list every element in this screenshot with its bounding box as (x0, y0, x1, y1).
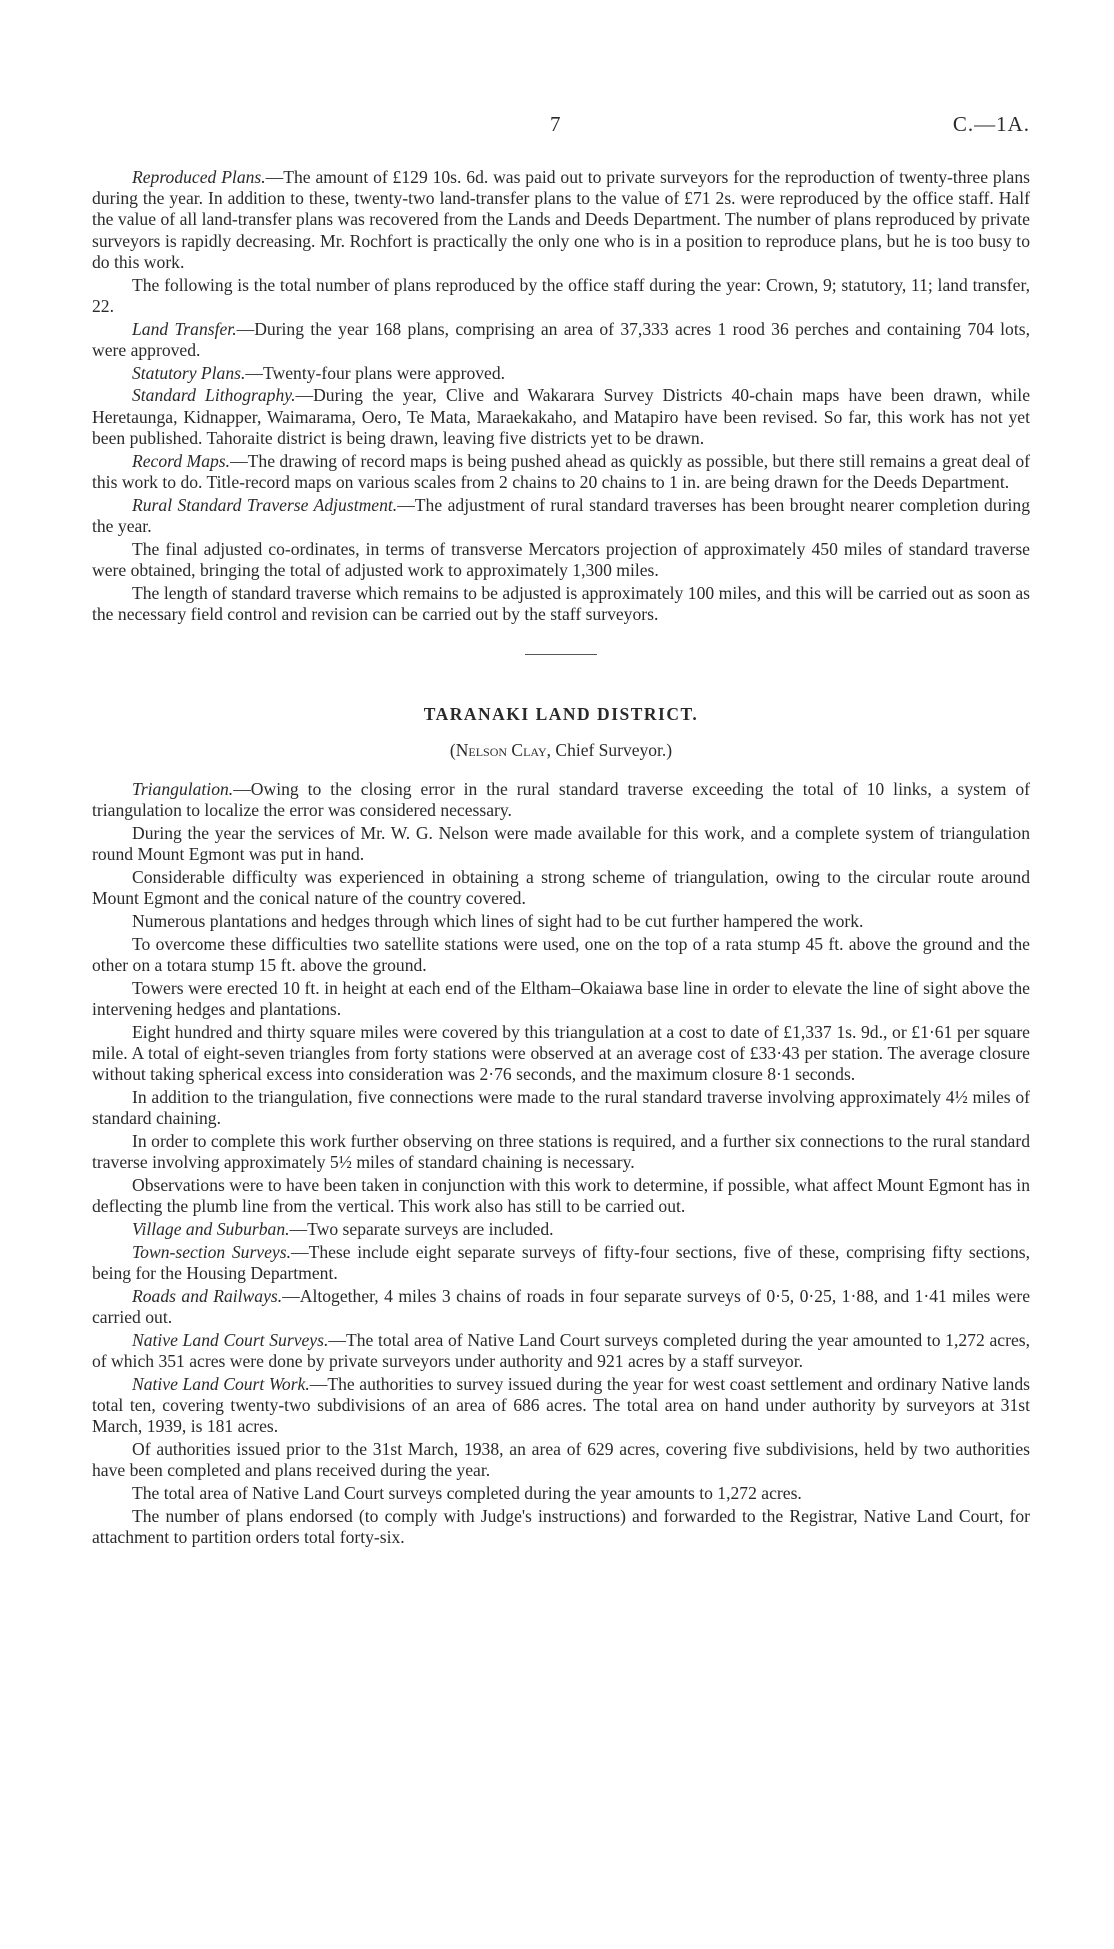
taranaki-section (92, 779, 1030, 1548)
paragraph-text: —During the year, Clive and Wakarara Survey Districts 40-chain maps have been drawn, while Heretaunga, Kidnapper, Waimarama, Oero, Te Mata, Maraekakaho, and Matapiro have been revised. So far, this work has not yet been published. Tahoraite district is being drawn, leaving five districts yet to be drawn. (92, 385, 1030, 448)
paragraph (92, 934, 1030, 976)
paragraph-text: —Altogether, 4 miles 3 chains of roads in four separate surveys of 0·5, 0·25, 1·88, and 1·41 miles were carried out. (92, 1285, 1031, 1328)
paragraph-heading: Standard Lithography. (132, 385, 296, 406)
paragraph (92, 1242, 1030, 1284)
paragraph-heading: Record Maps. (132, 450, 231, 471)
paragraph (92, 363, 1030, 384)
paragraph-text: In addition to the triangulation, five connections were made to the rural standard traverse involving approximately 4½ miles of standard chaining. (92, 1087, 1030, 1129)
paragraph (92, 495, 1030, 537)
paragraph-text: —The total area of Native Land Court surveys completed during the year amounted to 1,272 acres, of which 351 acres were done by private surveyors under authority and 921 acres by a staff surveyor. (92, 1329, 1030, 1372)
paragraph (92, 275, 1030, 317)
paragraph (92, 319, 1030, 361)
paragraph-text: In order to complete this work further observing on three stations is required, and a further six connections to the rural standard traverse involving approximately 5½ miles of standard chaining is necessary. (92, 1131, 1030, 1173)
paragraph (92, 1219, 1030, 1240)
district-subtitle: (Nelson Clay, Chief Surveyor.) (449, 740, 673, 761)
paragraph (92, 1330, 1030, 1372)
paragraph (92, 867, 1030, 909)
paragraph-heading: Native Land Court Work. (132, 1373, 310, 1394)
paragraph (92, 451, 1030, 493)
paragraph-text: Numerous plantations and hedges through which lines of sight had to be cut further hampered the work. (132, 911, 864, 932)
paragraph (92, 583, 1030, 625)
paragraph (92, 167, 1030, 273)
paragraph (92, 1374, 1030, 1438)
paragraph-text: —Two separate surveys are included. (289, 1219, 554, 1240)
section-divider (525, 654, 597, 655)
paragraph (92, 539, 1030, 581)
paragraph-text: —During the year 168 plans, comprising an area of 37,333 acres 1 rood 36 perches and containing 704 lots, were approved. (92, 318, 1030, 360)
paragraph (92, 1022, 1030, 1086)
paragraph-text: Observations were to have been taken in conjunction with this work to determine, if possible, what affect Mount Egmont has in deflecting the plumb line from the vertical. This work also has still to be carried out. (92, 1175, 1030, 1217)
paragraph-text: —Twenty-four plans were approved. (245, 362, 506, 383)
paragraph-text: Towers were erected 10 ft. in height at each end of the Eltham–Okaiawa base line in order to elevate the line of sight above the intervening hedges and plantations. (92, 977, 1030, 1020)
paragraph (92, 978, 1030, 1020)
paragraph-text: The following is the total number of plans reproduced by the office staff during the year: Crown, 9; statutory, 11; land transfer, 22. (92, 274, 1030, 316)
paragraph (92, 1175, 1030, 1217)
paragraph-heading: Reproduced Plans. (132, 167, 266, 187)
paragraph-text: —The authorities to survey issued during the year for west coast settlement and ordinary Native lands total ten, covering twenty-two subdivisions of an area of 686 acres. The total area on hand under authority by surveyors at 31st March, 1939, is 181 acres. (92, 1373, 1030, 1437)
paragraph-heading: Roads and Railways. (132, 1285, 283, 1306)
document-page (92, 0, 1030, 1550)
paragraph (92, 1087, 1030, 1129)
paragraph-heading: Village and Suburban. (132, 1219, 290, 1240)
paragraph-text: —Owing to the closing error in the rural standard traverse exceeding the total of 10 links, a system of triangulation to localize the error was considered necessary. (92, 779, 1030, 821)
district-title: TARANAKI LAND DISTRICT. (423, 704, 699, 725)
paragraph (92, 1506, 1030, 1548)
document-code: C.—1A. (952, 112, 1030, 136)
paragraph (92, 823, 1030, 865)
paragraph-text: Considerable difficulty was experienced in obtaining a strong scheme of triangulation, owing to the circular route around Mount Egmont and the conical nature of the country covered. (92, 867, 1030, 909)
paragraph-text: Eight hundred and thirty square miles were covered by this triangulation at a cost to date of £1,337 1s. 9d., or £1·61 per square mile. A total of eight-seven triangles from forty stations were observed at an average cost of £33·43 per station. The average closure without taking spherical excess into consideration was 2·76 seconds, and the maximum closure 8·1 seconds. (92, 1021, 1030, 1085)
paragraph-text: The final adjusted co-ordinates, in terms of transverse Mercators projection of approximately 450 miles of standard traverse were obtained, bringing the total of adjusted work to approximately 1,300 miles. (92, 538, 1030, 580)
paragraph-text: Of authorities issued prior to the 31st March, 1938, an area of 629 acres, covering five subdivisions, held by two authorities have been completed and plans received during the year. (92, 1439, 1030, 1481)
paragraph-text: The total area of Native Land Court surveys completed during the year amounts to 1,272 acres. (132, 1483, 802, 1504)
paragraph-heading: Town-section Surveys. (132, 1241, 291, 1262)
hawkes-bay-section (92, 167, 1030, 625)
paragraph-text: The number of plans endorsed (to comply with Judge's instructions) and forwarded to the Registrar, Native Land Court, for attachment to partition orders total forty-six. (92, 1505, 1030, 1548)
paragraph-text: —The amount of £129 10s. 6d. was paid out to private surveyors for the reproduction of twenty-three plans during the year. In addition to these, twenty-two land-transfer plans to the value of £71 2s. were reproduced by the office staff. Half the value of all land-transfer plans was recovered from the Lands and Deeds Department. The number of plans reproduced by private surveyors is rapidly decreasing. Mr. Rochfort is practically the only one who is in a position to reproduce plans, but he is too busy to do this work. (92, 167, 1030, 272)
chief-surveyor-name: Nelson Clay (455, 740, 547, 761)
paragraph-text: During the year the services of Mr. W. G. Nelson were made available for this work, and a complete system of triangulation round Mount Egmont was put in hand. (92, 823, 1030, 865)
paragraph-text: The length of standard traverse which remains to be adjusted is approximately 100 miles, and this will be carried out as soon as the necessary field control and revision can be carried out by the staff surveyors. (92, 582, 1030, 624)
paragraph-heading: Native Land Court Surveys. (132, 1329, 329, 1350)
paragraph-heading: Triangulation. (132, 779, 234, 800)
paragraph (92, 911, 1030, 932)
paragraph (92, 1131, 1030, 1173)
paragraph-heading: Rural Standard Traverse Adjustment. (132, 494, 398, 515)
paragraph-text: To overcome these difficulties two satellite stations were used, one on the top of a rata stump 45 ft. above the ground and the other on a totara stump 15 ft. above the ground. (92, 933, 1030, 976)
paragraph-heading: Statutory Plans. (132, 362, 246, 383)
paragraph-heading: Land Transfer. (132, 318, 237, 339)
paragraph-text: —The drawing of record maps is being pushed ahead as quickly as possible, but there still remains a great deal of this work to do. Title-record maps on various scales from 2 chains to 20 chains to 1 in. are being drawn for the Deeds Department. (92, 450, 1031, 492)
paragraph (92, 1286, 1030, 1328)
paragraph (92, 1483, 1030, 1504)
paragraph-text: —The adjustment of rural standard traverses has been brought nearer completion during the year. (92, 494, 1030, 536)
paragraph-text: —These include eight separate surveys of fifty-four sections, five of these, comprising fifty sections, being for the Housing Department. (92, 1241, 1030, 1284)
paragraph (92, 779, 1030, 821)
page-number: 7 (550, 112, 561, 136)
paragraph (92, 1439, 1030, 1481)
page-header (92, 0, 1030, 135)
paragraph (92, 385, 1030, 449)
